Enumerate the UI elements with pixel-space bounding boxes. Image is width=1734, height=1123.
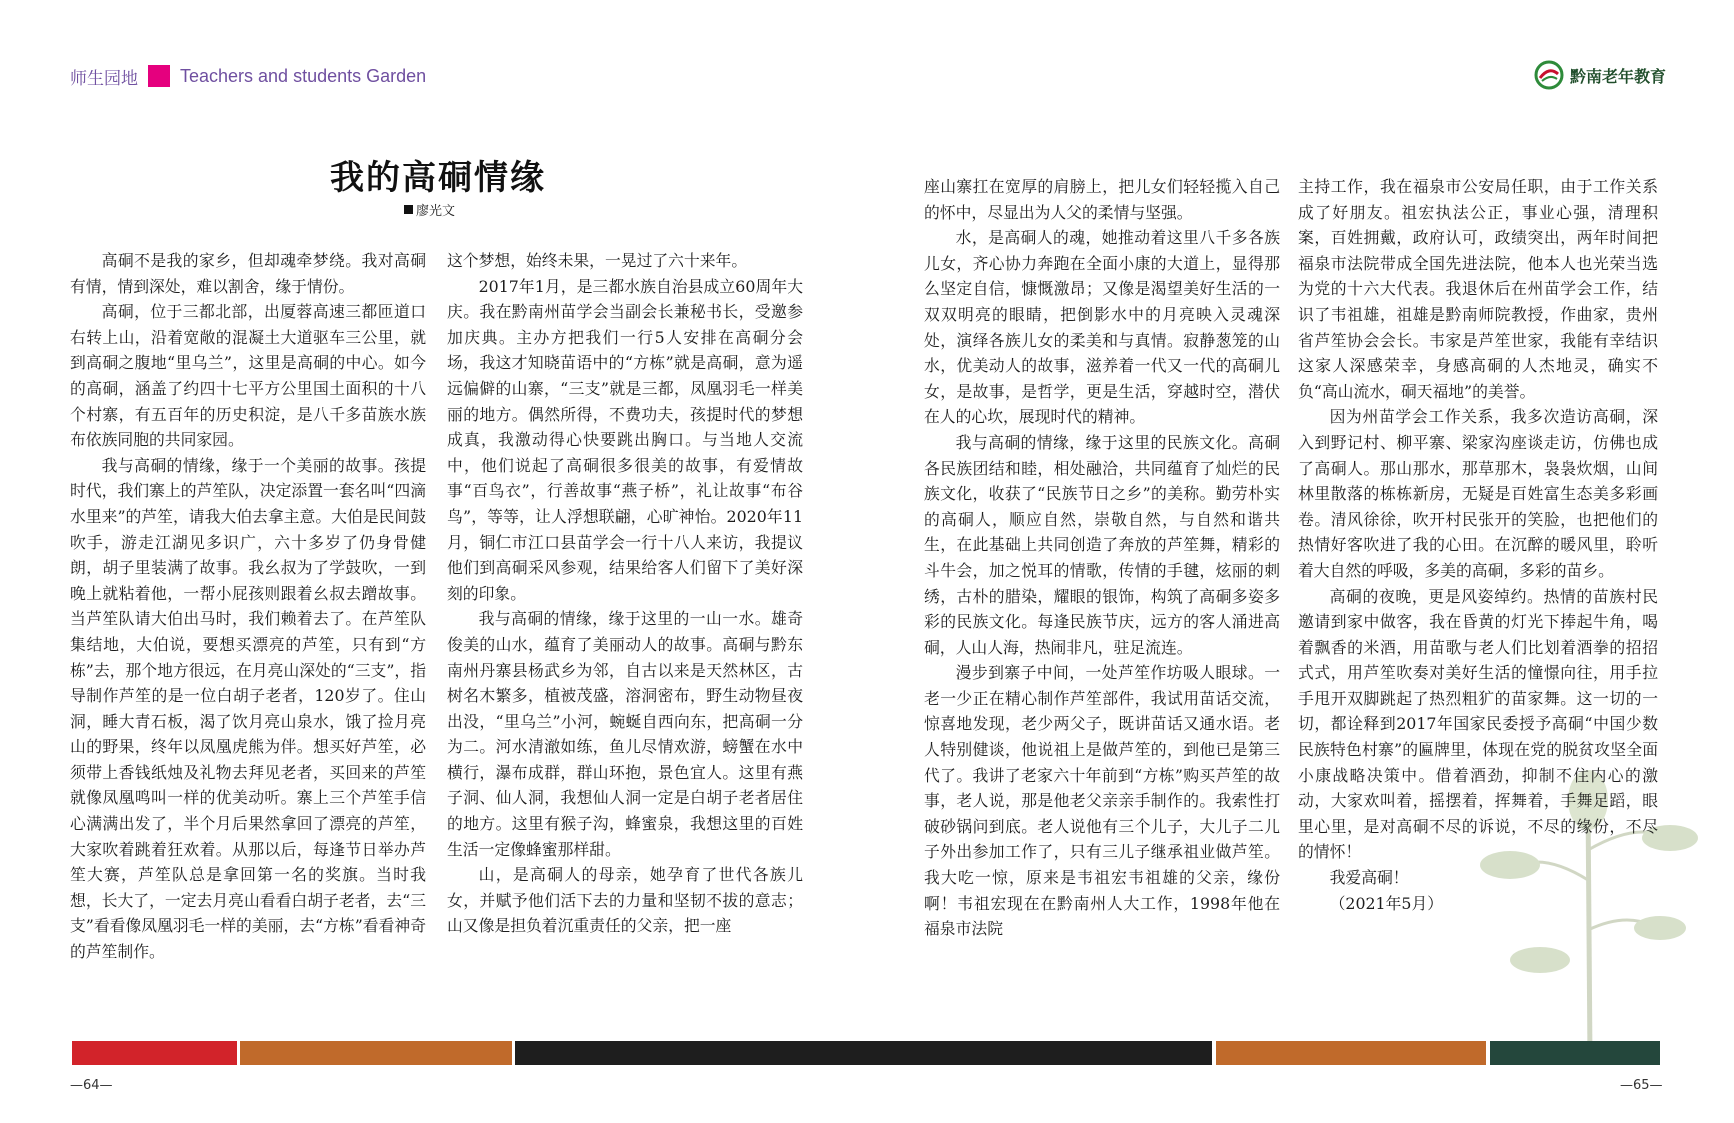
text-column-3 [924,174,1280,942]
paragraph: 座山寨扛在宽厚的肩膀上，把儿女们轻轻揽入自己的怀中，尽显出为人父的柔情与坚强。 [924,177,1280,222]
section-title-en: Teachers and students Garden [180,65,427,86]
text-column-1 [70,248,426,965]
section-marker [148,65,170,87]
paragraph: 高硐的夜晚，更是风姿绰约。热情的苗族村民邀请到家中做客，我在昏黄的灯光下捧起牛角，喝着飘香的米酒，用苗歌与老人们比划着酒拳的招招式式，用芦笙吹奏对美好生活的憧憬向往，用手拉手甩开双脚跳起了热烈粗犷的苗家舞。这一切的一切，都诠释到2017年国家民委授予高硐“中国少数民族特色村寨”的匾牌里，体现在党的脱贫攻坚全面小康战略决策中。借着酒劲，抑制不住内心的激动，大家欢叫着，摇摆着，挥舞着，手舞足蹈，眼里心里，是对高硐不尽的诉说，不尽的缘份，不尽的情怀！ [1298,586,1658,862]
paragraph: 主持工作，我在福泉市公安局任职，由于工作关系成了好朋友。祖宏执法公正，事业心强，清理积案，百姓拥戴，政府认可，政绩突出，两年时间把福泉市法院带成全国先进法院，他本人也光荣当选为党的十六大代表。我退休后在州苗学会工作，结识了韦祖雄，祖雄是黔南师院教授，作曲家，贵州省芦笙协会会长。韦家是芦笙世家，我能有幸结识这家人深感荣幸，身感高硐的人杰地灵，确实不负“高山流水，硐天福地”的美誉。 [1298,177,1658,401]
footer-bar-red [72,1041,237,1065]
article-author [404,200,455,219]
paragraph: 山，是高硐人的母亲，她孕育了世代各族儿女，并赋予他们活下去的力量和坚韧不拔的意志；山又像是担负着沉重责任的父亲，把一座 [447,865,803,936]
paragraph: 漫步到寨子中间，一处芦笙作坊吸人眼球。一老一少正在精心制作芦笙部件，我试用苗话交流，惊喜地发现，老少两父子，既讲苗话又通水语。老人特别健谈，他说祖上是做芦笙的，到他已是第三代了。我讲了老家六十年前到“方栋”购买芦笙的故事，老人说，那是他老父亲亲手制作的。我索性打破砂锅问到底。老人说他有三个儿子，大儿子二儿子外出参加工作了，只有三儿子继承祖业做芦笙。我大吃一惊，原来是韦祖宏韦祖雄的父亲，缘份啊！韦祖宏现在在黔南州人大工作，1998年他在福泉市法院 [924,663,1280,939]
magazine-logo-icon [1534,60,1564,90]
section-header [70,62,426,90]
paragraph: 2017年1月，是三都水族自治县成立60周年大庆。我在黔南州苗学会当副会长兼秘书长，受邀参加庆典。主办方把我们一行5人安排在高硐分会场，我这才知晓苗语中的“方栋”就是高硐，意为遥远偏僻的山寨，“三支”就是三都，凤凰羽毛一样美丽的地方。偶然所得，不费功夫，孩提时代的梦想成真，我激动得心快要跳出胸口。与当地人交流中，他们说起了高硐很多很美的故事，有爱情故事“百鸟衣”，行善故事“燕子桥”，礼让故事“布谷鸟”，等等，让人浮想联翩，心旷神怡。2020年11月，铜仁市江口县苗学会一行十八人来访，我提议他们到高硐采风参观，结果给客人们留下了美好深刻的印象。 [447,276,803,603]
paragraph: 高硐，位于三都北部，出厦蓉高速三都匝道口右转上山，沿着宽敞的混凝土大道驱车三公里，就到高硐之腹地“里乌兰”，这里是高硐的中心。如今的高硐，涵盖了约四十七平方公里国土面积的十八个村寨，有五百年的历史积淀，是八千多苗族水族布依族同胞的共同家园。 [70,302,426,450]
page-number-right: —65— [1620,1078,1663,1093]
footer-bar-orange [240,1041,512,1065]
magazine-name: 黔南老年教育 [1569,66,1666,86]
author-marker [404,205,413,214]
page-number-left: —64— [70,1078,113,1093]
text-column-4 [1298,174,1658,916]
footer-bar-black [515,1041,1212,1065]
author-name: 廖光文 [416,204,456,219]
section-title-cn: 师生园地 [70,68,138,89]
article-date: （2021年5月） [1329,893,1444,913]
magazine-header [1534,58,1666,92]
paragraph: 水，是高硐人的魂，她推动着这里八千多各族儿女，齐心协力奔跑在全面小康的大道上，显得那么坚定自信，慷慨激昂；又像是渴望美好生活的一双双明亮的眼睛，把倒影水中的月亮映入灵魂深处，演绎各族儿女的柔美和与真情。寂静葱笼的山水，优美动人的故事，滋养着一代又一代的高硐儿女，是故事，是哲学，更是生活，穿越时空，潜伏在人的心坎，展现时代的精神。 [924,228,1280,427]
footer-bar-green [1490,1041,1660,1065]
article-title: 我的高硐情缘 [330,158,546,198]
paragraph: 高硐不是我的家乡，但却魂牵梦绕。我对高硐有情，情到深处，难以割舍，缘于情份。 [70,251,426,296]
paragraph: 我与高硐的情缘，缘于这里的一山一水。雄奇俊美的山水，蕴育了美丽动人的故事。高硐与黔东南州丹寨县杨武乡为邻，自古以来是天然林区，古树名木繁多，植被茂盛，溶洞密布，野生动物昼夜出没，“里乌兰”小河，蜿蜒自西向东，把高硐一分为二。河水清澈如练，鱼儿尽情欢游，螃蟹在水中横行，瀑布成群，群山环抱，景色宜人。这里有燕子洞、仙人洞，我想仙人洞一定是白胡子老者居住的地方。这里有猴子沟，蜂蜜泉，我想这里的百姓生活一定像蜂蜜那样甜。 [447,609,803,859]
paragraph: 这个梦想，始终未果，一晃过了六十来年。 [447,251,748,270]
text-column-2 [447,248,803,939]
paragraph: 因为州苗学会工作关系，我多次造访高硐，深入到野记村、柳平寨、梁家沟座谈走访，仿佛也成了高硐人。那山那水，那草那木，袅袅炊烟，山间林里散落的栋栋新房，无疑是百姓富生态美多彩画卷。清风徐徐，吹开村民张开的笑脸，也把他们的热情好客吹进了我的心田。在沉醉的暖风里，聆听着大自然的呼吸，多美的高硐，多彩的苗乡。 [1298,407,1658,580]
footer-bar-orange-right [1216,1041,1486,1065]
paragraph: 我与高硐的情缘，缘于这里的民族文化。高硐各民族团结和睦，相处融洽，共同蕴育了灿烂的民族文化，收获了“民族节日之乡”的美称。勤劳朴实的高硐人，顺应自然，崇敬自然，与自然和谐共生，在此基础上共同创造了奔放的芦笙舞，精彩的斗牛会，加之悦耳的情歌，传情的手毽，炫丽的刺绣，古朴的腊染，耀眼的银饰，构筑了高硐多姿多彩的民族文化。每逢民族节庆，远方的客人涌进高硐，人山人海，热闹非凡，驻足流连。 [924,432,1280,657]
closing-line: 我爱高硐！ [1329,868,1409,888]
paragraph: 我与高硐的情缘，缘于一个美丽的故事。孩提时代，我们寨上的芦笙队，决定添置一套名叫“四滴水里来”的芦笙，请我大伯去拿主意。大伯是民间鼓吹手，游走江湖见多识广，六十多岁了仍身骨健朗，胡子里装满了故事。我幺叔为了学鼓吹，一到晚上就粘着他，一帮小屁孩则跟着幺叔去蹭故事。当芦笙队请大伯出马时，我们赖着去了。在芦笙队集结地，大伯说，要想买漂亮的芦笙，只有到“方栋”去，那个地方很远，在月亮山深处的“三支”，指导制作芦笙的是一位白胡子老者，120岁了。住山洞，睡大青石板，渴了饮月亮山泉水，饿了捡月亮山的野果，终年以凤凰虎熊为伴。想买好芦笙，必须带上香钱纸烛及礼物去拜见老者，买回来的芦笙就像凤凰鸣叫一样的优美动听。寨上三个芦笙手信心满满出发了，半个月后果然拿回了漂亮的芦笙，大家吹着跳着狂欢着。从那以后，每逢节日举办芦笙大赛，芦笙队总是拿回第一名的奖旗。当时我想，长大了，一定去月亮山看看白胡子老者，去“三支”看看像凤凰羽毛一样的美丽，去“方栋”看看神奇的芦笙制作。 [70,455,426,962]
